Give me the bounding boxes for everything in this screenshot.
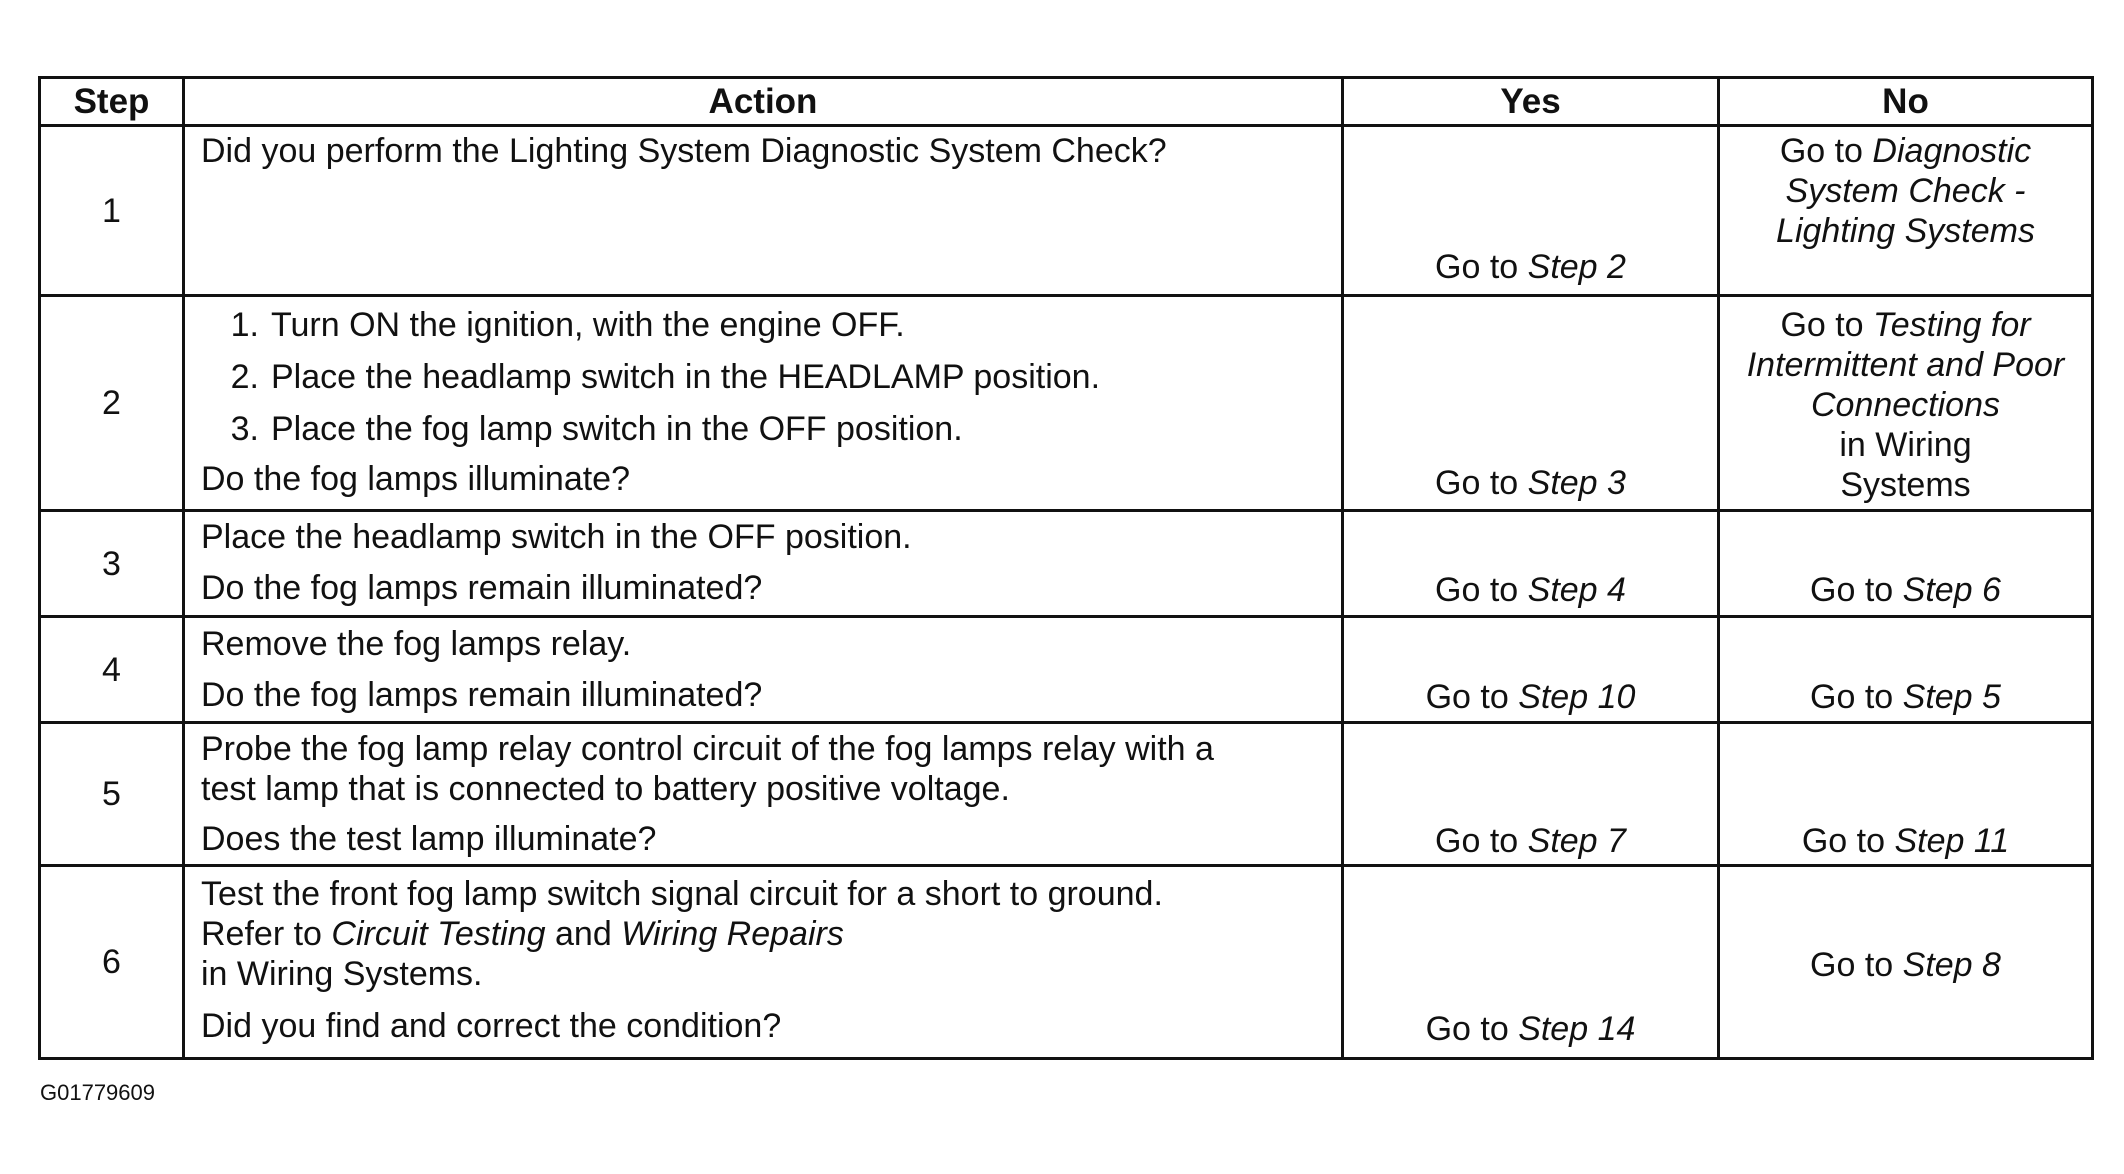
procedure-reference: Testing for [1873, 306, 2031, 344]
goto-prefix: Go to [1780, 306, 1874, 344]
step-number: 3 [102, 544, 121, 583]
column-divider [182, 79, 185, 1057]
step-reference: Step 3 [1527, 464, 1626, 502]
list-number: 1. [230, 306, 259, 344]
step-reference: Step 5 [1902, 678, 2001, 716]
header-action: Action [708, 81, 818, 121]
step-number: 4 [102, 650, 121, 689]
column-divider [1341, 79, 1344, 1057]
goto-prefix: Go to [1810, 946, 1903, 984]
action-question: Do the fog lamps remain illuminated? [201, 569, 763, 607]
procedure-reference: Lighting Systems [1776, 212, 2035, 250]
no-goto [1720, 821, 2091, 861]
step-reference: Step 10 [1518, 678, 1636, 716]
yes-goto [1344, 463, 1717, 503]
yes-goto [1344, 247, 1717, 287]
list-text: Turn ON the ignition, with the engine OFF. [271, 306, 905, 344]
action-question: Do the fog lamps illuminate? [201, 460, 631, 498]
header-yes: Yes [1500, 81, 1561, 121]
goto-prefix: Go to [1810, 571, 1903, 609]
list-text: Place the fog lamp switch in the OFF position. [271, 410, 963, 448]
step-number: 5 [102, 775, 121, 813]
action-list [211, 305, 1331, 449]
step-number: 2 [102, 384, 121, 422]
step-reference: Step 7 [1527, 822, 1626, 860]
yes-goto [1344, 821, 1717, 861]
action-line: test lamp that is connected to battery positive voltage. [201, 770, 1010, 808]
header-no: No [1882, 81, 1929, 121]
action-text: Did you perform the Lighting System Diagnostic System Check? [201, 132, 1167, 170]
action-question: Did you find and correct the condition? [201, 1007, 782, 1045]
procedure-suffix: in Wiring [1839, 426, 1972, 464]
no-goto [1720, 945, 2091, 985]
procedure-reference: Diagnostic [1872, 132, 2032, 170]
header-step: Step [73, 81, 150, 121]
figure-code: G01779609 [40, 1080, 155, 1105]
action-text [201, 729, 1331, 809]
yes-goto [1344, 677, 1717, 717]
no-goto [1720, 570, 2091, 610]
step-reference: Step 4 [1527, 571, 1626, 609]
goto-prefix: Go to [1425, 1010, 1519, 1048]
action-text: Remove the fog lamps relay. [201, 625, 632, 663]
list-number: 3. [230, 410, 259, 448]
goto-prefix: Go to [1435, 571, 1528, 609]
step-reference: Step 2 [1527, 248, 1626, 286]
procedure-reference: Wiring Repairs [621, 915, 844, 953]
list-number: 2. [230, 358, 259, 396]
row-divider [41, 721, 2091, 724]
action-text: Place the headlamp switch in the OFF position. [201, 518, 912, 556]
action-question: Does the test lamp illuminate? [201, 820, 657, 858]
goto-prefix: Go to [1801, 822, 1895, 860]
no-goto [1720, 131, 2091, 251]
procedure-reference: Circuit Testing [331, 915, 546, 953]
action-line: in Wiring Systems. [201, 955, 483, 993]
step-reference: Step 14 [1518, 1010, 1636, 1048]
row-divider [41, 124, 2091, 127]
action-line [201, 914, 1331, 954]
row-divider [41, 864, 2091, 867]
row-divider [41, 294, 2091, 297]
no-goto [1720, 677, 2091, 717]
refer-prefix: Refer to [201, 915, 332, 953]
row-divider [41, 615, 2091, 618]
yes-goto [1344, 570, 1717, 610]
goto-prefix: Go to [1425, 678, 1519, 716]
goto-prefix: Go to [1810, 678, 1903, 716]
procedure-reference: Intermittent and Poor [1746, 346, 2065, 384]
row-divider [41, 509, 2091, 512]
step-number: 6 [102, 943, 121, 981]
goto-prefix: Go to [1435, 464, 1528, 502]
list-item [211, 409, 1331, 449]
action-question: Do the fog lamps remain illuminated? [201, 676, 763, 714]
procedure-suffix: Systems [1840, 466, 1971, 504]
no-goto [1720, 305, 2091, 505]
step-reference: Step 6 [1902, 571, 2001, 609]
goto-prefix: Go to [1779, 132, 1873, 170]
conjunction: and [545, 915, 622, 953]
action-text [201, 874, 1331, 994]
goto-prefix: Go to [1435, 822, 1528, 860]
step-reference: Step 8 [1902, 946, 2001, 984]
step-number: 1 [102, 191, 121, 230]
yes-goto [1344, 1009, 1717, 1049]
list-text: Place the headlamp switch in the HEADLAMP position. [271, 358, 1101, 396]
procedure-reference: Connections [1810, 386, 2000, 424]
action-line: Probe the fog lamp relay control circuit of the fog lamps relay with a [201, 730, 1214, 768]
list-item [211, 357, 1331, 397]
action-line: Test the front fog lamp switch signal circuit for a short to ground. [201, 875, 1163, 913]
procedure-reference: System Check - [1785, 172, 2026, 210]
goto-prefix: Go to [1435, 248, 1528, 286]
diagnostic-table [38, 76, 2094, 1060]
step-reference: Step 11 [1894, 822, 2010, 860]
list-item [211, 305, 1331, 345]
